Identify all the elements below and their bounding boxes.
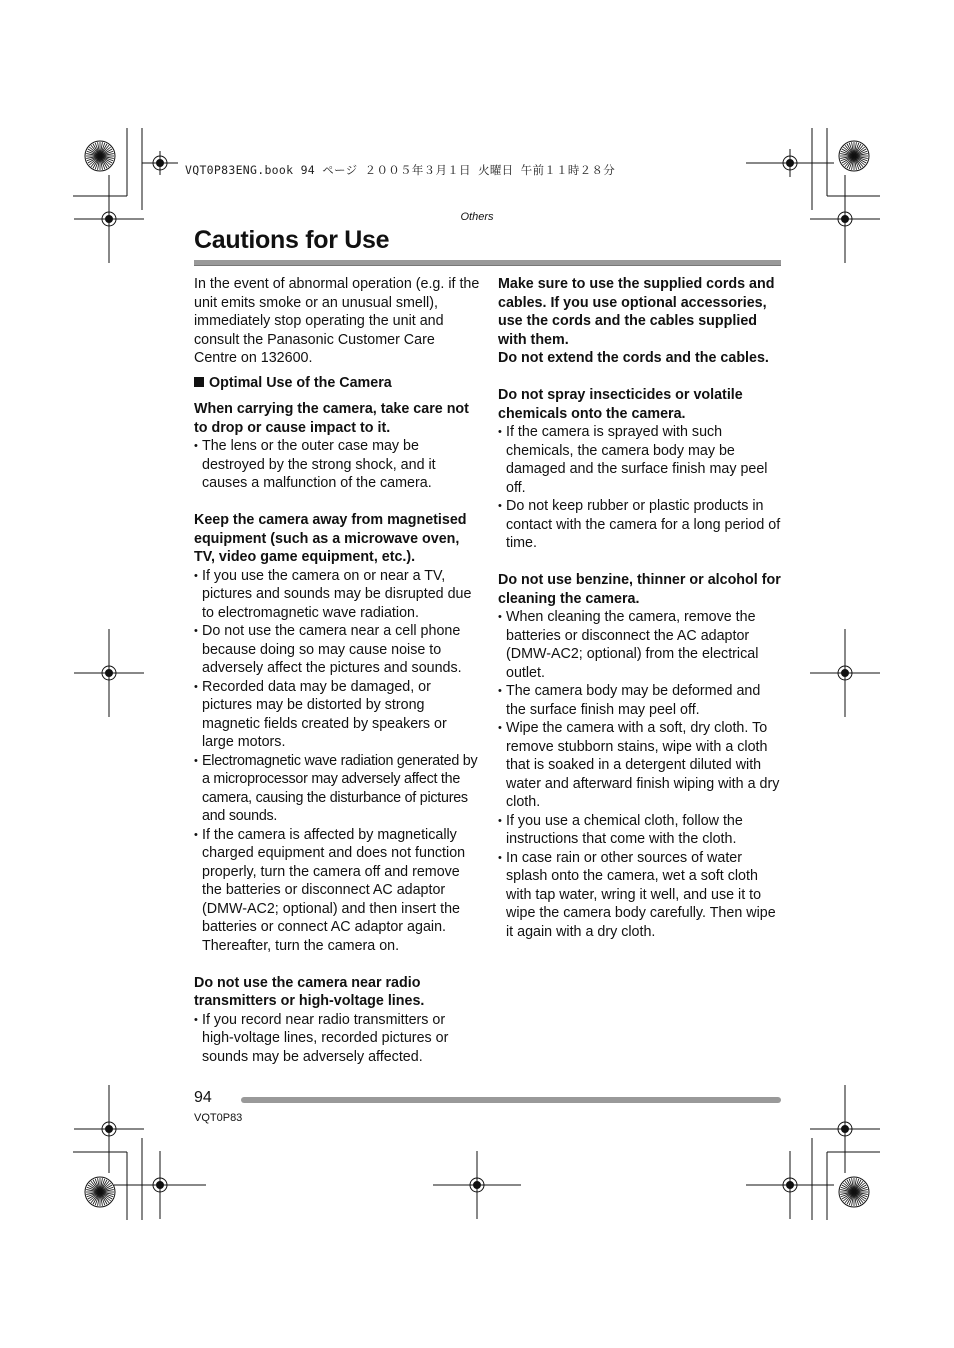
list-item: • When cleaning the camera, remove the batteries or disconnect the AC adaptor (DMW-AC2; optional) from the electrical outlet. <box>498 608 784 682</box>
section-heading: Keep the camera away from magnetised equipment (such as a microwave oven, TV, video game equipment, etc.). <box>194 512 467 565</box>
doc-code: VQT0P83 <box>194 1112 243 1124</box>
left-column <box>194 275 480 1066</box>
list-item: • If the camera is affected by magnetically charged equipment and does not function properly, turn the camera off and remove the batteries or disconnect AC adaptor (DMW-AC2; optional) and then insert the batteries or connect AC adaptor again. Thereafter, turn the camera on. <box>194 826 480 956</box>
list-item: • If the camera is sprayed with such chemicals, the camera body may be damaged and the surface finish may peel off. <box>498 423 784 497</box>
section-heading: Do not extend the cords and the cables. <box>498 350 769 366</box>
section-heading: When carrying the camera, take care not to drop or cause impact to it. <box>194 401 469 436</box>
page-number: 94 <box>194 1089 212 1106</box>
intro-paragraph: In the event of abnormal operation (e.g. if the unit emits smoke or an unusual smell), immediately stop operating the unit and consult the Panasonic Customer Care Centre on 132600. <box>194 276 480 366</box>
right-column <box>498 275 784 941</box>
list-item: • Do not use the camera near a cell phone because doing so may cause noise to adversely affect the pictures and sounds. <box>194 622 480 678</box>
list-item: • If you use the camera on or near a TV, pictures and sounds may be disrupted due to electromagnetic wave radiation. <box>194 567 480 623</box>
section-heading: Do not use benzine, thinner or alcohol for cleaning the camera. <box>498 572 781 607</box>
list-item: • Do not keep rubber or plastic products in contact with the camera for a long period of time. <box>498 497 784 553</box>
title-rule <box>194 260 781 266</box>
list-item: • If you use a chemical cloth, follow the instructions that come with the cloth. <box>498 812 784 849</box>
list-item: • Recorded data may be damaged, or pictures may be distorted by strong magnetic fields created by speakers or large motors. <box>194 678 480 752</box>
list-item: • Wipe the camera with a soft, dry cloth. To remove stubborn stains, wipe with a cloth that is soaked in a detergent diluted with water and afterward finish wiping with a dry cloth. <box>498 719 784 812</box>
section-label: Others <box>460 211 494 223</box>
subheading <box>194 374 480 393</box>
list-item: • If you record near radio transmitters or high-voltage lines, recorded pictures or sounds may be adversely affected. <box>194 1011 480 1067</box>
footer-rule <box>241 1097 781 1103</box>
list-item: • In case rain or other sources of water splash onto the camera, wet a soft cloth with tap water, wring it well, and use it to wipe the camera body carefully. Then wipe it again with a dry cloth. <box>498 849 784 942</box>
list-item: • Electromagnetic wave radiation generated by a microprocessor may adversely affect the camera, causing the disturbance of pictures and sounds. <box>194 752 480 826</box>
page-title: Cautions for Use <box>194 226 390 254</box>
list-item: • The camera body may be deformed and the surface finish may peel off. <box>498 682 784 719</box>
list-item: • The lens or the outer case may be destroyed by the strong shock, and it causes a malfunction of the camera. <box>194 437 480 493</box>
section-heading: Do not spray insecticides or volatile chemicals onto the camera. <box>498 387 743 422</box>
section-heading: Do not use the camera near radio transmitters or high-voltage lines. <box>194 974 425 1009</box>
square-bullet-icon <box>194 377 204 387</box>
section-heading: Make sure to use the supplied cords and cables. If you use optional accessories, use the cords and the cables supplied with them. <box>498 276 775 348</box>
print-header: VQT0P83ENG.book 94 ページ ２００５年３月１日 火曜日 午前１１時２８分 <box>185 163 616 177</box>
subheading-text: Optimal Use of the Camera <box>209 374 392 391</box>
